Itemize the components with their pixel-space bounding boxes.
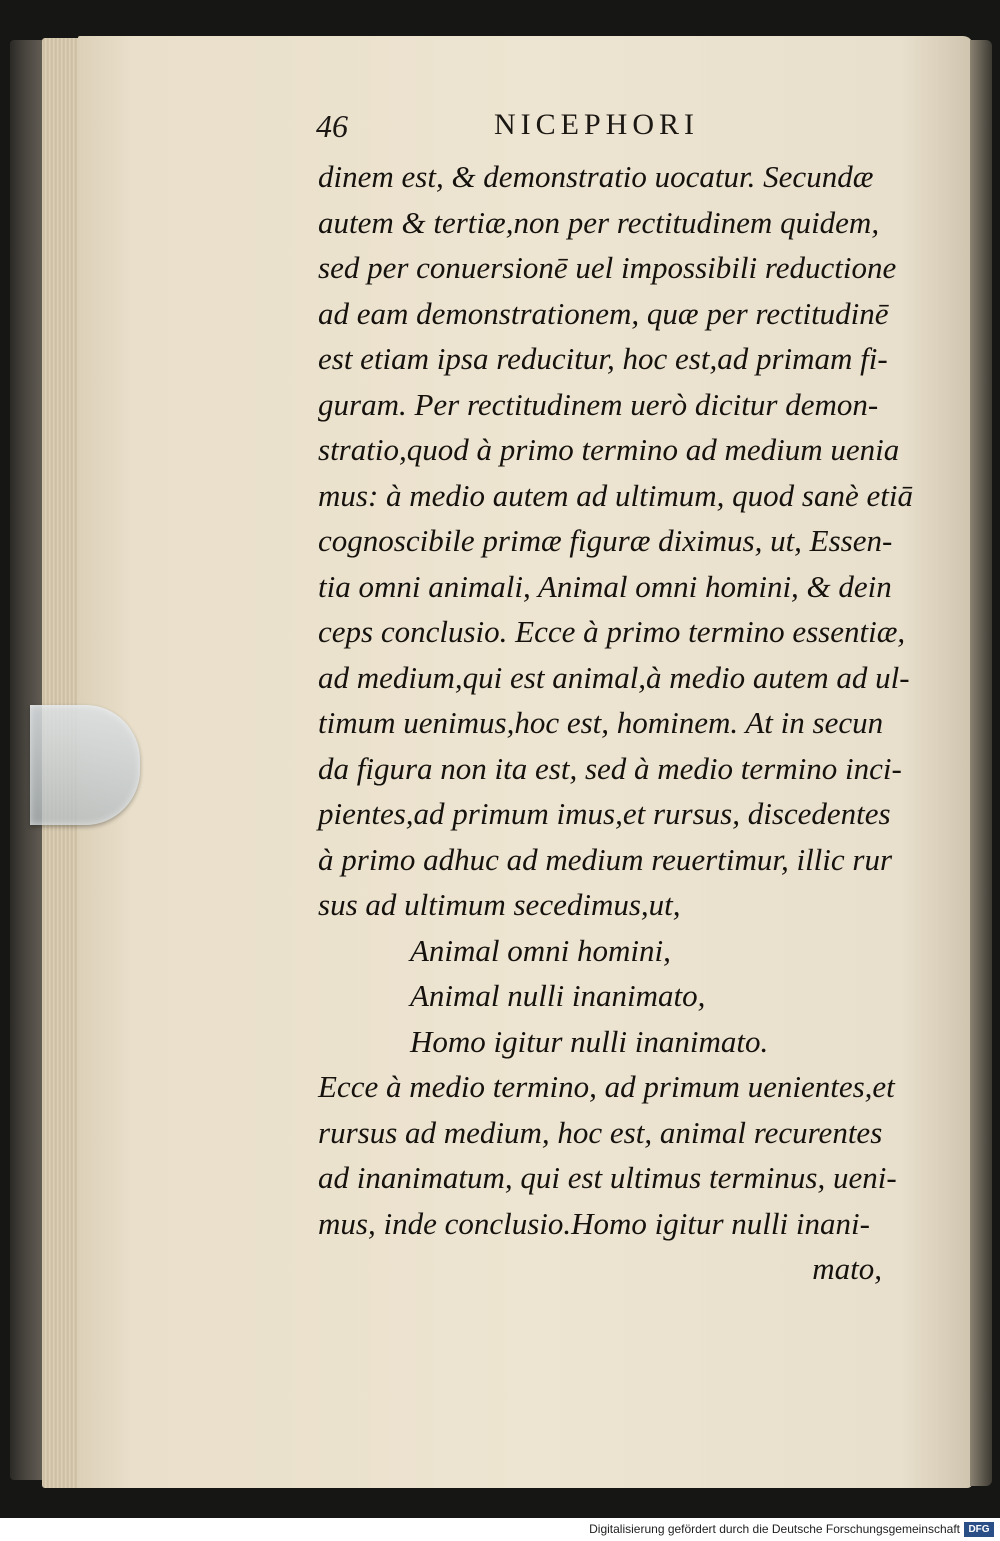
text-line: ceps conclusio. Ecce à primo termino essentiæ, — [318, 614, 906, 649]
running-head-title: NICEPHORI — [494, 108, 700, 141]
text-line: autem & tertiæ,non per rectitudinem quidem, — [318, 204, 880, 240]
text-line: rursus ad medium, hoc est, animal recurentes — [318, 1114, 883, 1150]
text-line: stratio,quod à primo termino ad medium uenia — [318, 432, 900, 467]
syllogism-line: Homo igitur nulli inanimato. — [410, 1023, 769, 1059]
text-line: pientes,ad primum imus,et rursus, discedentes — [318, 796, 891, 831]
text-line: est etiam ipsa reducitur, hoc est,ad primam fi- — [318, 341, 888, 376]
text-line: sus ad ultimum secedimus,ut, — [318, 887, 681, 922]
text-line: à primo adhuc ad medium reuertimur, illic rur — [318, 841, 893, 877]
text-line: timum uenimus,hoc est, hominem. At in secun — [318, 705, 884, 740]
text-line: sed per conuersionē uel impossibili reductione — [318, 250, 897, 285]
text-line: cognoscibile primæ figuræ diximus, ut, Essen- — [318, 523, 893, 558]
text-line: mus, inde conclusio.Homo igitur nulli inani- — [318, 1205, 870, 1241]
syllogism-line: Animal nulli inanimato, — [410, 978, 706, 1013]
text-line: ad eam demonstrationem, quæ per rectitudinē — [318, 295, 889, 331]
text-line: dinem est, & demonstratio uocatur. Secundæ — [318, 159, 874, 194]
dfg-logo-icon: DFG — [964, 1522, 994, 1537]
running-head — [316, 108, 786, 148]
page-number: 46 — [316, 108, 348, 144]
footer-bar — [0, 1518, 1000, 1541]
text-line: ad medium,qui est animal,à medio autem ad ul- — [318, 659, 910, 695]
text-line: guram. Per rectitudinem uerò dicitur demon- — [318, 386, 879, 422]
text-line: tia omni animali, Animal omni homini, & dein — [318, 568, 892, 604]
catchword: mato, — [812, 1251, 882, 1286]
page-holder-clip — [30, 705, 140, 825]
text-line: mus: à medio autem ad ultimum, quod sanè etiā — [318, 477, 913, 513]
text-line: ad inanimatum, qui est ultimus terminus, ueni- — [318, 1160, 897, 1195]
text-line: da figura non ita est, sed à medio termino inci- — [318, 750, 902, 786]
text-line: Ecce à medio termino, ad primum uenientes,et — [318, 1069, 895, 1104]
funding-credit: Digitalisierung gefördert durch die Deutsche Forschungsgemeinschaft — [589, 1522, 960, 1536]
syllogism-line: Animal omni homini, — [410, 932, 671, 968]
body-text — [318, 154, 918, 1292]
book-right-edge — [970, 40, 992, 1486]
